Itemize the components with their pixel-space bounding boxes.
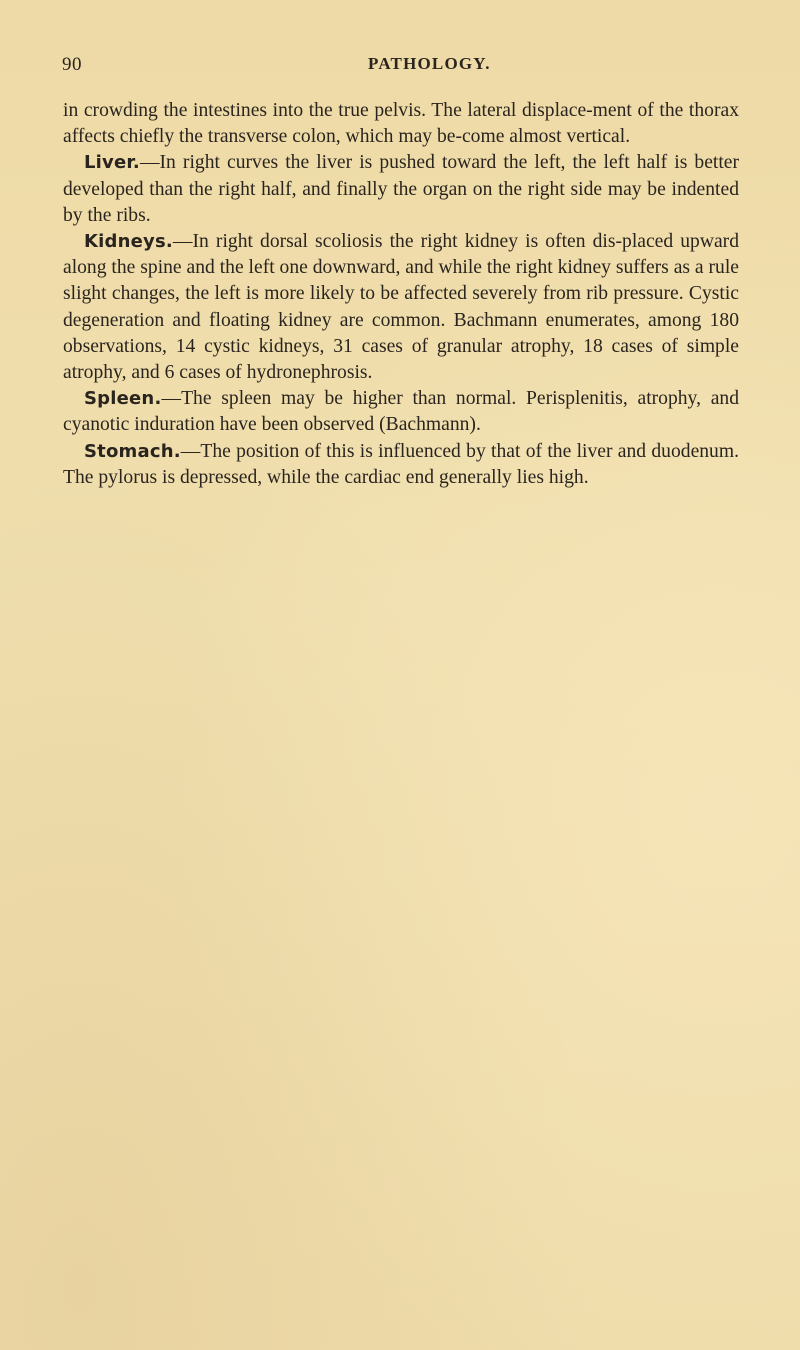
- paragraph-text: —The spleen may be higher than normal. Perisplenitis, atrophy, and cyanotic induration have been observed (Bachmann).: [63, 388, 739, 436]
- section-heading-stomach: Stomach.: [84, 440, 181, 462]
- page-number: 90: [62, 54, 82, 75]
- body-text: [63, 98, 739, 491]
- paragraph-text: —In right dorsal scoliosis the right kidney is often dis-placed upward along the spine and the left one downward, and while the right kidney suffers as a rule slight changes, the left is more likely to be affected severely from rib pressure. Cystic degeneration and floating kidney are common. Bachmann enumerates, among 180 observations, 14 cystic kidneys, 31 cases of granular atrophy, 18 cases of simple atrophy, and 6 cases of hydronephrosis.: [63, 231, 739, 384]
- paragraph-text: —The position of this is influenced by that of the liver and duodenum. The pylorus is depressed, while the cardiac end generally lies high.: [63, 440, 739, 488]
- paragraph-text: in crowding the intestines into the true pelvis. The lateral displace-ment of the thorax affects chiefly the transverse colon, which may be-come almost vertical.: [63, 100, 739, 148]
- section-heading-spleen: Spleen.: [84, 388, 162, 410]
- section-heading-liver: Liver.: [84, 152, 140, 174]
- section-heading-kidneys: Kidneys.: [84, 231, 173, 253]
- running-head: [62, 54, 742, 80]
- paragraph-kidneys: [63, 229, 739, 386]
- paragraph-text: —In right curves the liver is pushed toward the left, the left half is better developed than the right half, and finally the organ on the right side may be indented by the ribs.: [63, 152, 739, 226]
- running-title: PATHOLOGY.: [368, 54, 491, 73]
- paragraph-continuation: [63, 98, 739, 150]
- paragraph-liver: [63, 150, 739, 229]
- paragraph-stomach: [63, 439, 739, 491]
- paragraph-spleen: [63, 386, 739, 438]
